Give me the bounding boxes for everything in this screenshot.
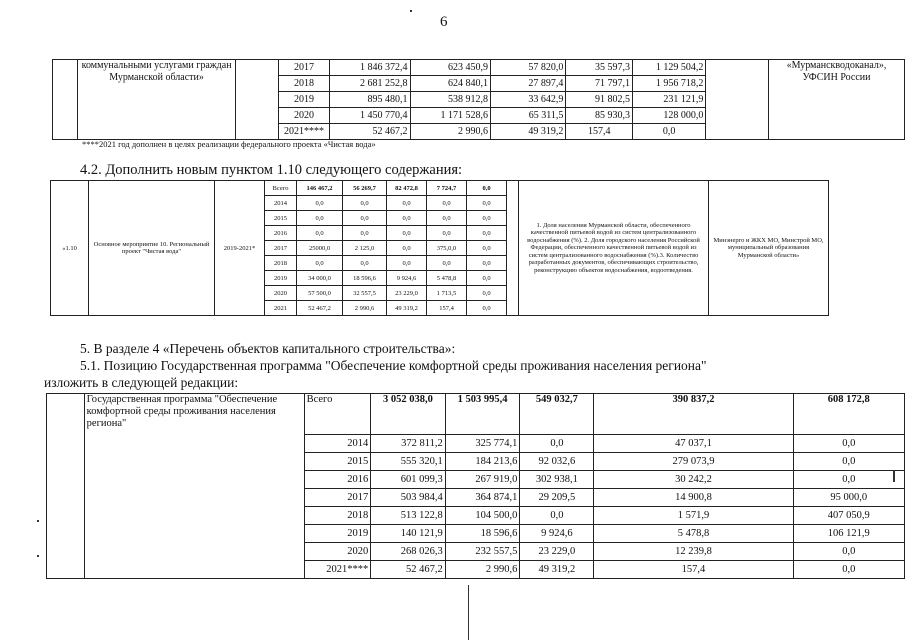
table-state-program: [46, 393, 905, 579]
table-row: 2019 140 121,9 18 596,6 9 924,6 5 478,8 106 121,9: [47, 525, 905, 543]
table-row: коммунальными услугами граждан Мурманской области» 2017 1 846 372,4 623 450,9 57 820,0 35 597,3 1 129 504,2 «Мурманскводоканал», УФСИН России: [53, 60, 905, 76]
footnote: ****2021 год дополнен в целях реализации федерального проекта «Чистая вода»: [82, 139, 376, 149]
item-period: 2019-2021*: [215, 181, 265, 316]
section-5-1-line2: изложить в следующей редакции:: [44, 375, 239, 390]
table-item-1-10: [50, 180, 829, 316]
table-row: 2021 52 467,2 2 990,6 49 319,2 157,4 0,0: [51, 301, 829, 316]
table-row: 2015 0,0 0,0 0,0 0,0 0,0: [51, 211, 829, 226]
table-row: 2014 0,0 0,0 0,0 0,0 0,0: [51, 196, 829, 211]
table-continuation: [52, 59, 905, 140]
table-row: 2019 895 480,1 538 912,8 33 642,9 91 802,5 231 121,9: [53, 92, 905, 108]
table-row: 2020 268 026,3 232 557,5 23 229,0 12 239,8 0,0: [47, 543, 905, 561]
indicators-cell: 1. Доля населения Мурманской области, обеспеченного качественной питьевой водой из систем централизованного водоснабжения (%). 2. Доля городского населения Российской Федерации, обеспеченного качественной питьевой водой из систем централизованного водоснабжения (%).3. Количество разработанных документов, обеспечивающих строительство, реконструкцию объектов водоснабжения, водоотведения.: [519, 181, 709, 316]
table-row: 2021**** 52 467,2 2 990,6 49 319,2 157,4 0,0: [53, 124, 905, 140]
description-cell: коммунальными услугами граждан Мурманской области»: [78, 60, 235, 140]
table-row: 2017 25000,0 2 125,0 0,0 375,0,0 0,0: [51, 241, 829, 256]
scan-artifact-dot: [37, 520, 39, 522]
scan-artifact-dot: [37, 555, 39, 557]
section-5: 5. В разделе 4 «Перечень объектов капитального строительства»:: [80, 341, 456, 356]
table-row: 2019 34 000,0 18 596,6 9 924,6 5 478,8 0,0: [51, 271, 829, 286]
heading-4-2: 4.2. Дополнить новым пунктом 1.10 следующего содержания:: [80, 162, 463, 178]
page-number: 6: [440, 14, 448, 30]
table-row: 2017 503 984,4 364 874,1 29 209,5 14 900,8 95 000,0: [47, 489, 905, 507]
table-row: 2018 2 681 252,8 624 840,1 27 897,4 71 797,1 1 956 718,2: [53, 76, 905, 92]
table-row: 2018 0,0 0,0 0,0 0,0 0,0: [51, 256, 829, 271]
program-name: Государственная программа "Обеспечение комфортной среды проживания населения региона": [84, 394, 304, 579]
item-name: Основное мероприятие 10. Региональный проект "Чистая вода": [89, 181, 215, 316]
executor-cell: «Мурманскводоканал», УФСИН России: [768, 60, 904, 140]
table-row: Государственная программа "Обеспечение комфортной среды проживания населения региона" Всего 3 052 038,0 1 503 995,4 549 032,7 390 837,2 608 172,8: [47, 394, 905, 435]
table-row: 2018 513 122,8 104 500,0 0,0 1 571,9 407 050,9: [47, 507, 905, 525]
executor-cell: Минэнерго и ЖКХ МО, Минстрой МО, муниципальный образования Мурманской области»: [709, 181, 829, 316]
table-row: 2015 555 320,1 184 213,6 92 032,6 279 073,9 0,0: [47, 453, 905, 471]
section-5-1-line1: 5.1. Позицию Государственная программа "Обеспечение комфортной среды проживания населения региона": [80, 358, 707, 373]
scan-artifact-dot: [410, 10, 412, 12]
table-row: 2016 601 099,3 267 919,0 302 938,1 30 242,2 0,0: [47, 471, 905, 489]
table-row: 2020 57 500,0 32 557,5 23 229,0 1 713,5 0,0: [51, 286, 829, 301]
scan-artifact-mark: [893, 470, 895, 482]
table-row: «1.10 Основное мероприятие 10. Региональный проект "Чистая вода" 2019-2021* Всего 146 467,2 56 269,7 82 472,8 7 724,7 0,0 1. Доля населения Мурманской области, обеспеченного качественной питьевой водой из систем централизованного водоснабжения (%). 2. Доля городского населения Российской Федерации, обеспеченного качественной питьевой водой из систем централизованного водоснабжения (%).3. Количество разработанных документов, обеспечивающих строительство, реконструкцию объектов водоснабжения, водоотведения. Минэнерго и ЖКХ МО, Минстрой МО, муниципальный образования Мурманской области»: [51, 181, 829, 196]
item-number: «1.10: [51, 181, 89, 316]
table-row: 2016 0,0 0,0 0,0 0,0 0,0: [51, 226, 829, 241]
scan-artifact-line: [468, 585, 469, 640]
table-row: 2020 1 450 770,4 1 171 528,6 65 311,5 85 930,3 128 000,0: [53, 108, 905, 124]
table-row: 2021**** 52 467,2 2 990,6 49 319,2 157,4 0,0: [47, 561, 905, 579]
table-row: 2014 372 811,2 325 774,1 0,0 47 037,1 0,0: [47, 435, 905, 453]
